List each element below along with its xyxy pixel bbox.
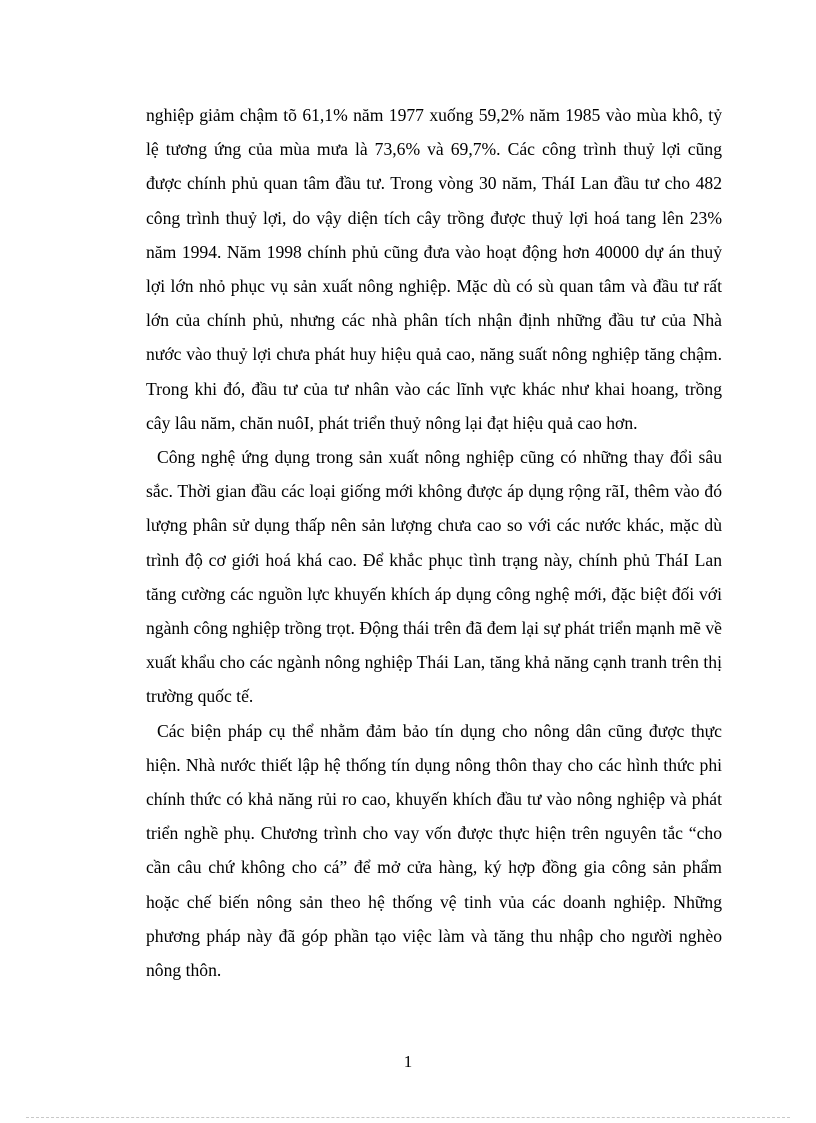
paragraph-continuation: nghiệp giảm chậm tõ 61,1% năm 1977 xuống 59,2% năm 1985 vào mùa khô, tỷ lệ tương ứng của mùa mưa là 73,6% và 69,7%. Các công trình thuỷ lợi cũng được chính phủ quan tâm đầu tư. Trong vòng 30 năm, TháI Lan đầu tư cho 482 công trình thuỷ lợi, do vậy diện tích cây trồng được thuỷ lợi hoá tang lên 23% năm 1994. Năm 1998 chính phủ cũng đưa vào hoạt động hơn 40000 dự án thuỷ lợi lớn nhỏ phục vụ sản xuất nông nghiệp. Mặc dù có sù quan tâm và đầu tư rất lớn của chính phủ, nhưng các nhà phân tích nhận định những đầu tư của Nhà nước vào thuỷ lợi chưa phát huy hiệu quả cao, năng suất nông nghiệp tăng chậm. Trong khi đó, đầu tư của tư nhân vào các lĩnh vực khác như khai hoang, trồng cây lâu năm, chăn nuôI, phát triển thuỷ nông lại đạt hiệu quả cao hơn.: [146, 105, 722, 433]
document-body: [146, 98, 722, 987]
paragraph-credit: Các biện pháp cụ thể nhằm đảm bảo tín dụng cho nông dân cũng được thực hiện. Nhà nước thiết lập hệ thống tín dụng nông thôn thay cho các hình thức phi chính thức có khả năng rủi ro cao, khuyến khích đầu tư vào nông nghiệp và phát triển nghề phụ. Chương trình cho vay vốn được thực hiện trên nguyên tắc “cho cần câu chứ không cho cá” để mở cửa hàng, ký hợp đồng gia công sản phẩm hoặc chế biến nông sản theo hệ thống vệ tinh vủa các doanh nghiệp. Những phương pháp này đã góp phần tạo việc làm và tăng thu nhập cho người nghèo nông thôn.: [146, 720, 722, 981]
paragraph-technology: Công nghệ ứng dụng trong sản xuất nông nghiệp cũng có những thay đổi sâu sắc. Thời gian đầu các loại giống mới không được áp dụng rộng rãI, thêm vào đó lượng phân sử dụng thấp nên sản lượng chưa cao so với các nước khác, mặc dù trình độ cơ giới hoá khá cao. Để khắc phục tình trạng này, chính phủ TháI Lan tăng cường các nguồn lực khuyến khích áp dụng công nghệ mới, đặc biệt đối với ngành công nghiệp trồng trọt. Động thái trên đã đem lại sự phát triển mạnh mẽ về xuất khẩu cho các ngành nông nghiệp Thái Lan, tăng khả năng cạnh tranh trên thị trường quốc tế.: [146, 447, 722, 707]
page-bottom-divider: [26, 1117, 790, 1118]
page-number: 1: [403, 1052, 413, 1071]
